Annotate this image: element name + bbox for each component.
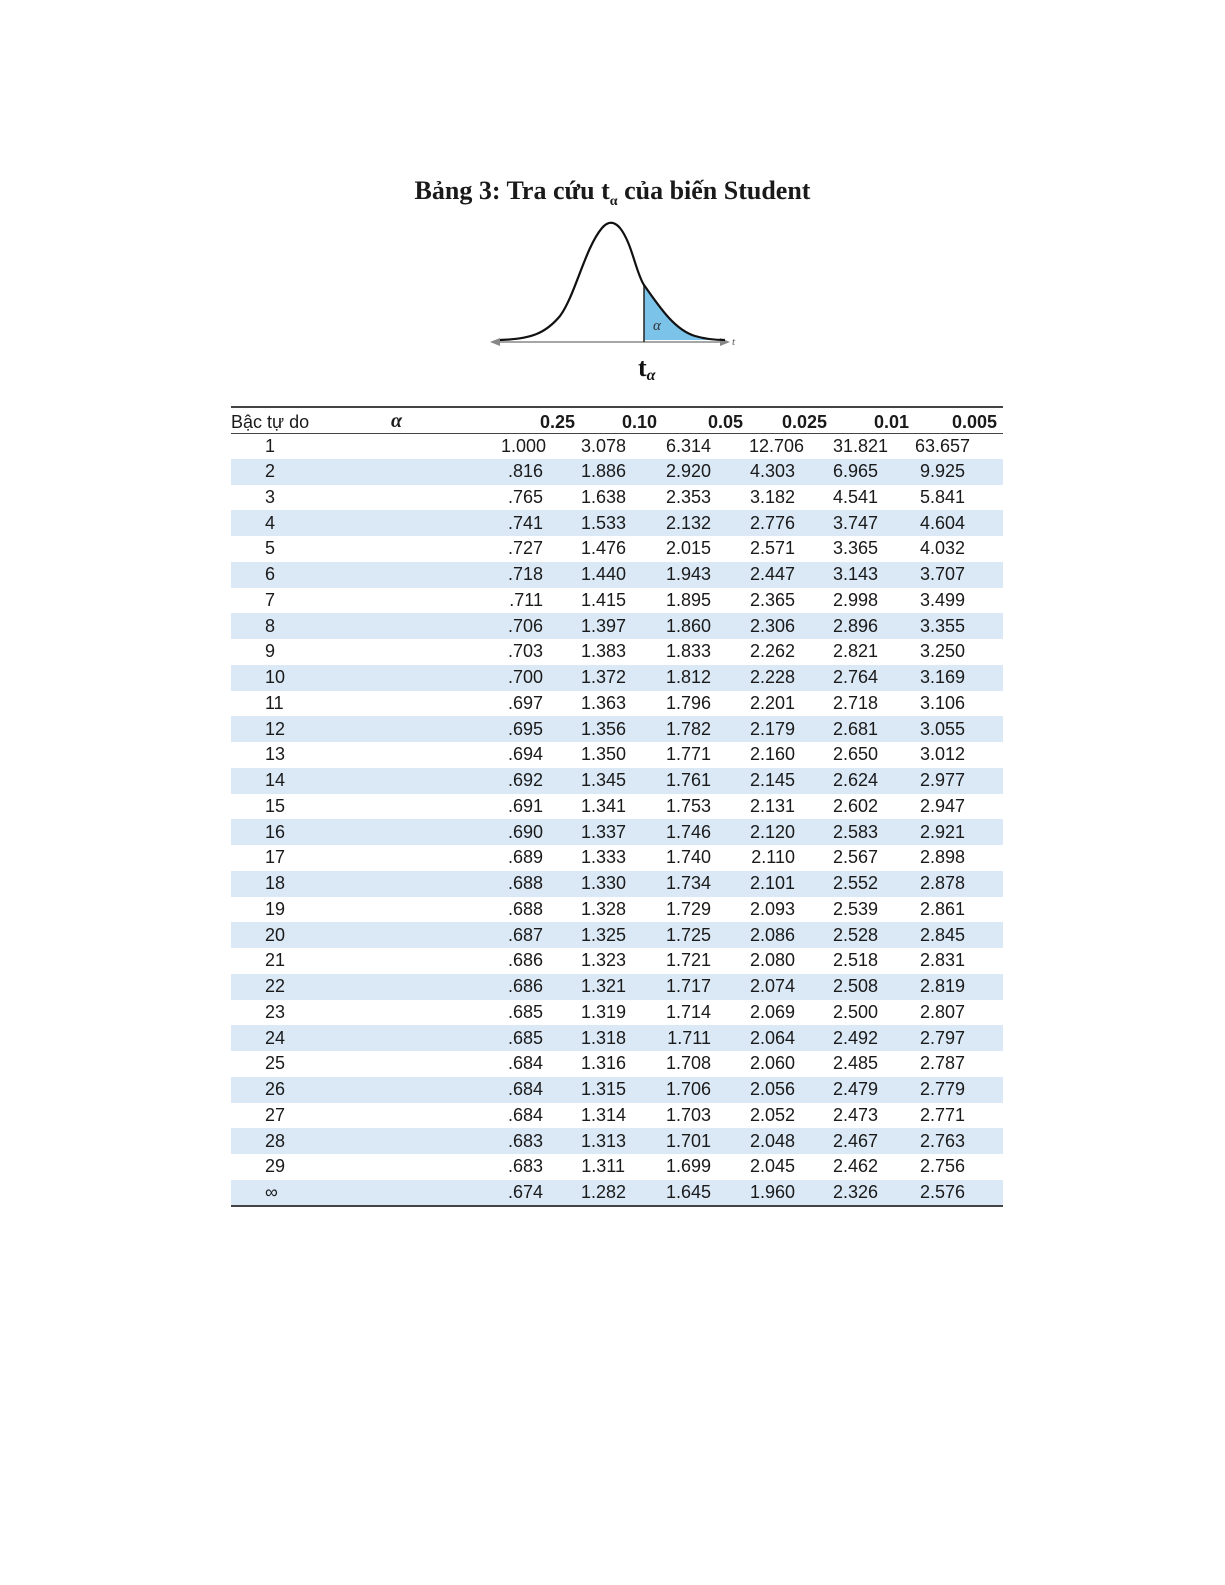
value-cell: 1.415 (581, 589, 627, 610)
value-cell: .706 (507, 615, 543, 636)
table-row (231, 1077, 1003, 1103)
value-cell: 1.761 (665, 770, 711, 791)
value-cell: .685 (507, 1027, 543, 1048)
df-cell: 22 (265, 976, 286, 997)
value-cell: 2.576 (915, 1180, 1003, 1206)
value-cell: 1.316 (581, 1053, 627, 1074)
value-cell: 2.508 (833, 976, 879, 997)
value-cell: 2.326 (833, 1180, 915, 1206)
df-cell: 21 (265, 950, 286, 971)
alpha-spacer-cell (391, 794, 501, 820)
column-header: 0.025 (749, 407, 833, 433)
value-cell: 6.965 (833, 461, 879, 482)
value-cell: 2.467 (833, 1130, 879, 1151)
table-row (231, 613, 1003, 639)
value-cell: 2.518 (833, 950, 879, 971)
value-cell: 2.787 (919, 1053, 965, 1074)
value-cell: 2.583 (833, 821, 879, 842)
table-row (231, 1000, 1003, 1026)
df-cell: 10 (265, 667, 286, 688)
value-cell: 1.325 (581, 924, 627, 945)
value-cell: 1.356 (581, 718, 627, 739)
value-cell: 12.706 (749, 435, 805, 456)
alpha-spacer-cell (391, 1025, 501, 1051)
df-cell: 20 (265, 924, 286, 945)
df-cell: 3 (265, 486, 276, 507)
value-cell: 1.895 (665, 589, 711, 610)
value-cell: 2.921 (919, 821, 965, 842)
value-cell: 2.764 (833, 667, 879, 688)
df-cell: 1 (265, 435, 276, 456)
value-cell: 4.541 (833, 486, 879, 507)
value-cell: 1.746 (665, 821, 711, 842)
df-cell: 8 (265, 615, 276, 636)
table-row (231, 1051, 1003, 1077)
value-cell: 2.896 (833, 615, 879, 636)
value-cell: 1.330 (581, 873, 627, 894)
value-cell: 2.132 (665, 512, 711, 533)
value-cell: 31.821 (833, 435, 889, 456)
df-cell: 6 (265, 564, 276, 585)
table-row (231, 1128, 1003, 1154)
value-cell: 3.707 (919, 564, 965, 585)
table-row (231, 1154, 1003, 1180)
value-cell: 1.703 (665, 1104, 711, 1125)
value-cell: .765 (507, 486, 543, 507)
table-row (231, 510, 1003, 536)
value-cell: 1.440 (581, 564, 627, 585)
value-cell: 4.032 (919, 538, 965, 559)
value-cell: 1.734 (665, 873, 711, 894)
value-cell: .684 (507, 1079, 543, 1100)
value-cell: 1.319 (581, 1001, 627, 1022)
table-row (231, 1025, 1003, 1051)
value-cell: 1.313 (581, 1130, 627, 1151)
value-cell: 2.045 (749, 1156, 795, 1177)
value-cell: 1.714 (665, 1001, 711, 1022)
value-cell: 3.182 (749, 486, 795, 507)
value-cell: 2.462 (833, 1156, 879, 1177)
table-row (231, 588, 1003, 614)
alpha-spacer-cell (391, 948, 501, 974)
df-cell: 13 (265, 744, 286, 765)
value-cell: 2.947 (919, 795, 965, 816)
value-cell: 2.650 (833, 744, 879, 765)
df-cell: 23 (265, 1001, 286, 1022)
df-cell: 18 (265, 873, 286, 894)
value-cell: 1.706 (665, 1079, 711, 1100)
alpha-spacer-cell (391, 1000, 501, 1026)
value-cell: .741 (507, 512, 543, 533)
value-cell: 5.841 (919, 486, 965, 507)
table-row (231, 768, 1003, 794)
value-cell: .686 (507, 976, 543, 997)
value-cell: 1.860 (665, 615, 711, 636)
alpha-spacer-cell (391, 639, 501, 665)
value-cell: 2.831 (919, 950, 965, 971)
value-cell: 9.925 (919, 461, 965, 482)
value-cell: 2.447 (749, 564, 795, 585)
value-cell: 1.383 (581, 641, 627, 662)
df-cell: 27 (265, 1104, 286, 1125)
value-cell: .691 (507, 795, 543, 816)
alpha-spacer-cell (391, 974, 501, 1000)
value-cell: 2.160 (749, 744, 795, 765)
value-cell: .703 (507, 641, 543, 662)
value-cell: 2.060 (749, 1053, 795, 1074)
t-distribution-figure (480, 218, 750, 388)
alpha-spacer-cell (391, 1103, 501, 1129)
value-cell: 1.708 (665, 1053, 711, 1074)
value-cell: 1.833 (665, 641, 711, 662)
value-cell: 3.169 (919, 667, 965, 688)
alpha-spacer-cell (391, 665, 501, 691)
df-cell: 26 (265, 1079, 286, 1100)
table-row (231, 691, 1003, 717)
column-header: 0.005 (915, 407, 1003, 433)
column-header: 0.25 (501, 407, 581, 433)
value-cell: 4.604 (919, 512, 965, 533)
df-cell: 29 (265, 1156, 286, 1177)
value-cell: 1.943 (665, 564, 711, 585)
table-row (231, 897, 1003, 923)
value-cell: 1.725 (665, 924, 711, 945)
value-cell: 2.567 (833, 847, 879, 868)
value-cell: 1.782 (665, 718, 711, 739)
value-cell: 2.681 (833, 718, 879, 739)
df-cell: 15 (265, 795, 286, 816)
df-cell: 12 (265, 718, 286, 739)
value-cell: 1.282 (581, 1180, 663, 1206)
alpha-spacer-cell (391, 768, 501, 794)
value-cell: .683 (507, 1130, 543, 1151)
density-curve (500, 223, 725, 340)
table-row (231, 1180, 1003, 1206)
axis-t-label: t (732, 336, 736, 348)
value-cell: 2.101 (749, 873, 795, 894)
value-cell: 3.012 (919, 744, 965, 765)
df-cell: 25 (265, 1053, 286, 1074)
value-cell: 1.345 (581, 770, 627, 791)
value-cell: 2.920 (665, 461, 711, 482)
value-cell: 2.064 (749, 1027, 795, 1048)
value-cell: 2.306 (749, 615, 795, 636)
alpha-spacer-cell (391, 485, 501, 511)
value-cell: 1.363 (581, 692, 627, 713)
value-cell: 1.645 (663, 1180, 749, 1206)
value-cell: 2.861 (919, 898, 965, 919)
df-cell: 24 (265, 1027, 286, 1048)
value-cell: 1.771 (665, 744, 711, 765)
value-cell: 1.350 (581, 744, 627, 765)
table-row (231, 433, 1003, 459)
alpha-spacer-cell (391, 845, 501, 871)
value-cell: .694 (507, 744, 543, 765)
alpha-spacer-cell (391, 459, 501, 485)
value-cell: 1.341 (581, 795, 627, 816)
table-row (231, 665, 1003, 691)
table-row (231, 845, 1003, 871)
alpha-spacer-cell (391, 1180, 501, 1206)
value-cell: 2.485 (833, 1053, 879, 1074)
df-cell: 11 (265, 692, 284, 713)
alpha-spacer-cell (391, 510, 501, 536)
table-row (231, 871, 1003, 897)
value-cell: .700 (507, 667, 543, 688)
value-cell: 3.106 (919, 692, 965, 713)
value-cell: 2.779 (919, 1079, 965, 1100)
value-cell: 2.074 (749, 976, 795, 997)
column-header: 0.05 (663, 407, 749, 433)
value-cell: .690 (507, 821, 543, 842)
value-cell: 2.145 (749, 770, 795, 791)
value-cell: 1.337 (581, 821, 627, 842)
value-cell: 1.701 (665, 1130, 711, 1151)
alpha-spacer-cell (391, 819, 501, 845)
value-cell: 1.311 (581, 1156, 625, 1177)
alpha-spacer-cell (391, 922, 501, 948)
title-prefix: Bảng 3: Tra cứu t (414, 176, 610, 205)
value-cell: 2.552 (833, 873, 879, 894)
value-cell: .816 (507, 461, 543, 482)
value-cell: 2.080 (749, 950, 795, 971)
column-header: 0.01 (833, 407, 915, 433)
table-row (231, 485, 1003, 511)
value-cell: 1.717 (665, 976, 711, 997)
value-cell: 1.476 (581, 538, 627, 559)
value-cell: 2.998 (833, 589, 879, 610)
value-cell: 2.771 (919, 1104, 965, 1125)
alpha-header: α (391, 407, 501, 433)
alpha-spacer-cell (391, 716, 501, 742)
value-cell: 2.086 (749, 924, 795, 945)
value-cell: 3.055 (919, 718, 965, 739)
alpha-area-label: α (653, 318, 661, 334)
value-cell: 2.473 (833, 1104, 879, 1125)
value-cell: 2.201 (749, 692, 795, 713)
value-cell: 6.314 (665, 435, 711, 456)
value-cell: .688 (507, 898, 543, 919)
df-cell: ∞ (231, 1180, 391, 1206)
value-cell: 2.179 (749, 718, 795, 739)
value-cell: 2.977 (919, 770, 965, 791)
value-cell: 2.131 (749, 795, 795, 816)
value-cell: 2.120 (749, 821, 795, 842)
df-cell: 7 (265, 589, 276, 610)
value-cell: 1.638 (581, 486, 627, 507)
value-cell: .711 (509, 589, 543, 610)
value-cell: .686 (507, 950, 543, 971)
df-cell: 5 (265, 538, 276, 559)
alpha-spacer-cell (391, 1051, 501, 1077)
value-cell: 2.353 (665, 486, 711, 507)
value-cell: 2.602 (833, 795, 879, 816)
value-cell: 2.262 (749, 641, 795, 662)
t-table (231, 406, 1003, 1207)
value-cell: 2.718 (833, 692, 879, 713)
value-cell: 2.500 (833, 1001, 879, 1022)
value-cell: 2.492 (833, 1027, 879, 1048)
df-cell: 4 (265, 512, 276, 533)
table-row (231, 716, 1003, 742)
value-cell: 2.056 (749, 1079, 795, 1100)
value-cell: 2.528 (833, 924, 879, 945)
df-cell: 16 (265, 821, 286, 842)
df-cell: 9 (265, 641, 276, 662)
value-cell: 2.756 (919, 1156, 965, 1177)
alpha-spacer-cell (391, 562, 501, 588)
value-cell: 1.314 (581, 1104, 627, 1125)
value-cell: 2.365 (749, 589, 795, 610)
value-cell: 2.776 (749, 512, 795, 533)
title-suffix: của biến Student (617, 176, 811, 205)
value-cell: 63.657 (915, 435, 971, 456)
table-row (231, 639, 1003, 665)
value-cell: .692 (507, 770, 543, 791)
title-subscript: α (609, 194, 618, 210)
value-cell: 2.571 (749, 538, 795, 559)
value-cell: 4.303 (749, 461, 795, 482)
value-cell: 1.323 (581, 950, 627, 971)
value-cell: 3.365 (833, 538, 879, 559)
alpha-spacer-cell (391, 897, 501, 923)
alpha-spacer-cell (391, 613, 501, 639)
alpha-spacer-cell (391, 536, 501, 562)
value-cell: 1.711 (667, 1027, 711, 1048)
value-cell: 1.372 (581, 667, 627, 688)
value-cell: 1.721 (665, 950, 711, 971)
value-cell: 2.015 (665, 538, 711, 559)
value-cell: 1.333 (581, 847, 627, 868)
value-cell: 1.812 (665, 667, 711, 688)
table-row (231, 742, 1003, 768)
value-cell: .718 (507, 564, 543, 585)
value-cell: 2.479 (833, 1079, 879, 1100)
value-cell: 1.699 (665, 1156, 711, 1177)
value-cell: 2.878 (919, 873, 965, 894)
value-cell: 2.821 (833, 641, 879, 662)
alpha-spacer-cell (391, 742, 501, 768)
value-cell: 2.624 (833, 770, 879, 791)
table-row (231, 948, 1003, 974)
value-cell: .688 (507, 873, 543, 894)
table-header-row (231, 407, 1003, 433)
alpha-spacer-cell (391, 691, 501, 717)
alpha-spacer-cell (391, 1077, 501, 1103)
axis-left-arrow (490, 338, 500, 346)
value-cell: 2.048 (749, 1130, 795, 1151)
value-cell: 2.797 (919, 1027, 965, 1048)
df-header: Bậc tự do (231, 407, 391, 433)
table-body (231, 433, 1003, 1206)
table-row (231, 794, 1003, 820)
df-cell: 2 (265, 461, 276, 482)
value-cell: 2.069 (749, 1001, 795, 1022)
table-row (231, 922, 1003, 948)
value-cell: 2.110 (751, 847, 795, 868)
value-cell: 1.729 (665, 898, 711, 919)
value-cell: .687 (507, 924, 543, 945)
alpha-spacer-cell (391, 871, 501, 897)
value-cell: .727 (507, 538, 543, 559)
value-cell: .685 (507, 1001, 543, 1022)
value-cell: 1.886 (581, 461, 627, 482)
df-cell: 28 (265, 1130, 286, 1151)
alpha-spacer-cell (391, 1128, 501, 1154)
table-row (231, 562, 1003, 588)
value-cell: 1.397 (581, 615, 627, 636)
page-title (0, 176, 1225, 210)
value-cell: 2.845 (919, 924, 965, 945)
value-cell: .695 (507, 718, 543, 739)
value-cell: 2.898 (919, 847, 965, 868)
value-cell: 1.740 (665, 847, 711, 868)
value-cell: 1.960 (749, 1180, 833, 1206)
value-cell: 2.228 (749, 667, 795, 688)
critical-value-label: tα (638, 353, 656, 384)
value-cell: .674 (501, 1180, 581, 1206)
value-cell: .683 (507, 1156, 543, 1177)
df-cell: 17 (265, 847, 286, 868)
value-cell: 3.499 (919, 589, 965, 610)
df-cell: 19 (265, 898, 286, 919)
value-cell: 2.093 (749, 898, 795, 919)
alpha-spacer-cell (391, 433, 501, 459)
value-cell: 1.796 (665, 692, 711, 713)
value-cell: 3.355 (919, 615, 965, 636)
column-header: 0.10 (581, 407, 663, 433)
value-cell: .684 (507, 1053, 543, 1074)
value-cell: 2.807 (919, 1001, 965, 1022)
value-cell: .684 (507, 1104, 543, 1125)
value-cell: 1.321 (581, 976, 627, 997)
table-row (231, 974, 1003, 1000)
value-cell: 1.318 (581, 1027, 627, 1048)
value-cell: 3.143 (833, 564, 879, 585)
value-cell: 2.819 (919, 976, 965, 997)
alpha-spacer-cell (391, 588, 501, 614)
alpha-spacer-cell (391, 1154, 501, 1180)
value-cell: 3.078 (581, 435, 627, 456)
table-row (231, 1103, 1003, 1129)
value-cell: 1.000 (501, 435, 547, 456)
table-row (231, 459, 1003, 485)
value-cell: 3.747 (833, 512, 879, 533)
df-cell: 14 (265, 770, 286, 791)
value-cell: 2.539 (833, 898, 879, 919)
value-cell: 1.753 (665, 795, 711, 816)
value-cell: 2.052 (749, 1104, 795, 1125)
value-cell: 1.315 (581, 1079, 627, 1100)
value-cell: 3.250 (919, 641, 965, 662)
value-cell: 2.763 (919, 1130, 965, 1151)
value-cell: 1.328 (581, 898, 627, 919)
table-row (231, 819, 1003, 845)
table-row (231, 536, 1003, 562)
value-cell: .697 (507, 692, 543, 713)
value-cell: .689 (507, 847, 543, 868)
value-cell: 1.533 (581, 512, 627, 533)
